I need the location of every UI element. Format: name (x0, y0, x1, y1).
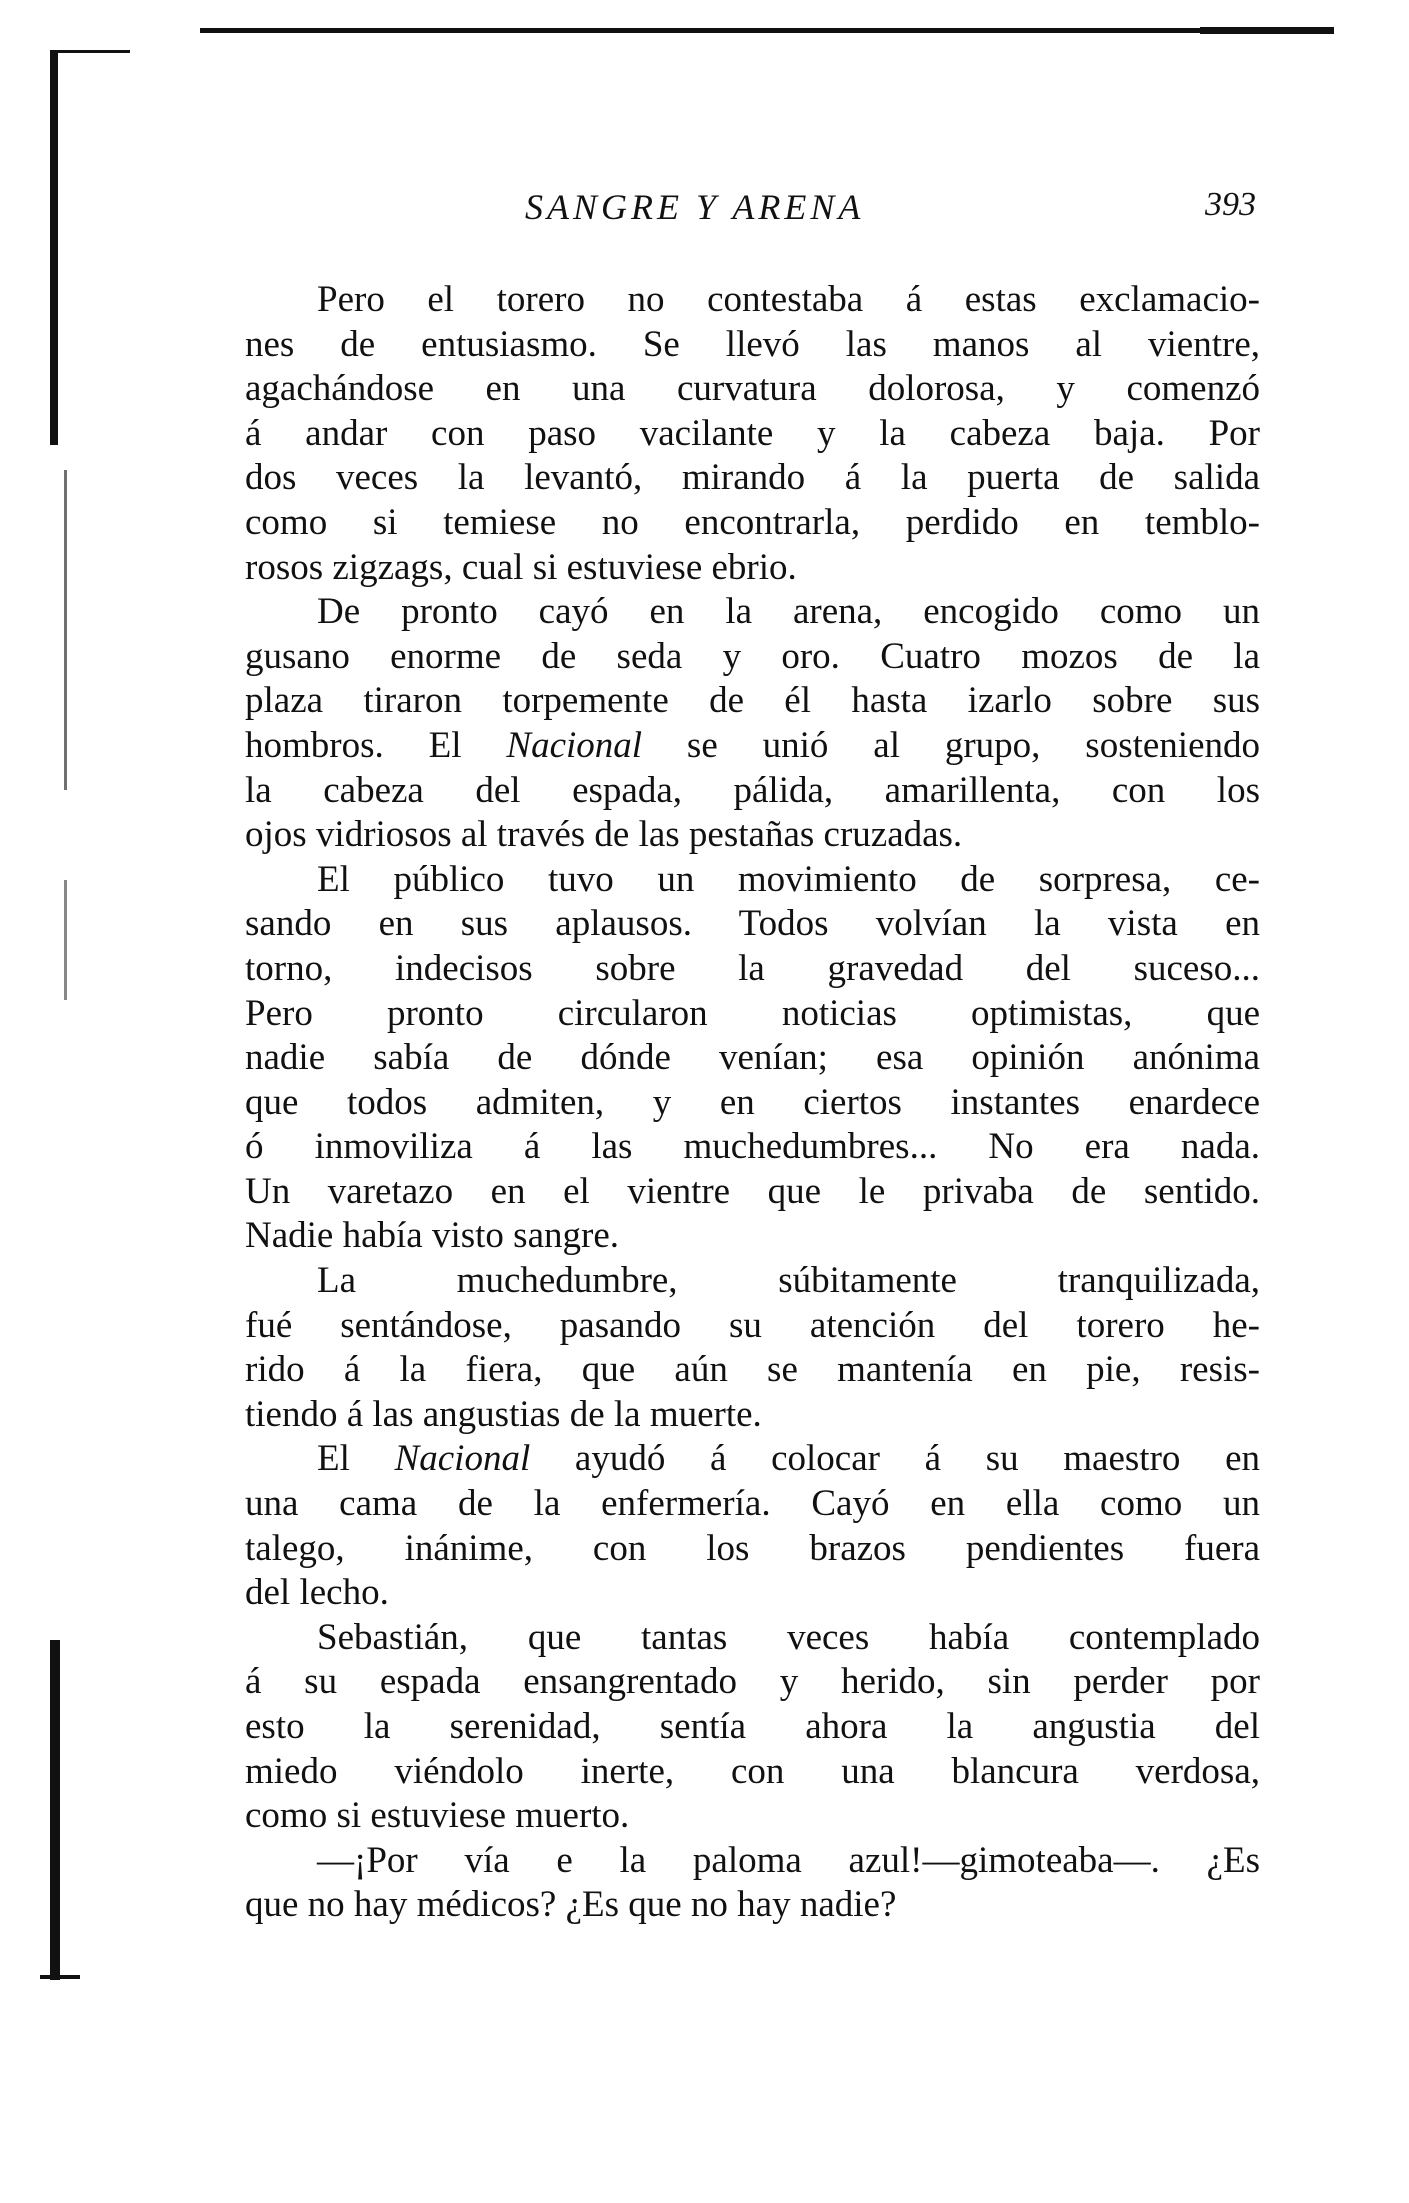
italic-text: Nacional (506, 724, 643, 766)
binding-mark (50, 1640, 60, 1980)
running-title: SANGRE Y ARENA (525, 187, 865, 227)
text-line: Pero el torero no contestaba á estas exclamacio- (317, 279, 1260, 320)
text-segment: ayudó á colocar á su maestro en (530, 1438, 1260, 1480)
text-segment: El (317, 1438, 395, 1480)
text-line: plaza tiraron torpemente de él hasta izarlo sobre sus (245, 680, 1260, 722)
binding-mark (64, 880, 67, 1000)
text-line (245, 1437, 1260, 1482)
text-line: ojos vidriosos al través de las pestañas cruzadas. (245, 814, 963, 856)
top-rule (200, 28, 1334, 33)
text-line: como si estuviese muerto. (245, 1795, 630, 1837)
paragraph (245, 590, 1260, 858)
text-line: De pronto cayó en la arena, encogido como un (317, 591, 1260, 633)
paragraph (245, 278, 1260, 590)
text-line: como si temiese no encontrarla, perdido en temblo- (245, 501, 1260, 543)
text-line: talego, inánime, con los brazos pendientes fuera (245, 1527, 1260, 1569)
text-line: esto la serenidad, sentía ahora la angustia del (245, 1706, 1260, 1747)
paragraph (245, 1437, 1260, 1615)
text-line: Un varetazo en el vientre que le privaba de sentido. (245, 1170, 1260, 1212)
text-line: miedo viéndolo inerte, con una blancura verdosa, (245, 1750, 1260, 1792)
binding-mark (50, 50, 58, 445)
text-line: que no hay médicos? ¿Es que no hay nadie? (245, 1884, 897, 1926)
text-line: agachándose en una curvatura dolorosa, y comenzó (245, 368, 1260, 410)
text-segment: hombros. El (245, 724, 507, 766)
text-line: nadie sabía de dónde venían; esa opinión anónima (245, 1037, 1260, 1079)
paragraph (245, 1839, 1260, 1928)
text-line: del lecho. (245, 1572, 389, 1614)
italic-text: Nacional (394, 1438, 531, 1480)
text-line: á su espada ensangrentado y herido, sin perder por (245, 1661, 1260, 1703)
text-line: la cabeza del espada, pálida, amarillenta, con los (245, 769, 1260, 811)
text-line: —¡Por vía e la paloma azul!—gimoteaba—. ¿Es (317, 1839, 1260, 1881)
text-line: rido á la fiera, que aún se mantenía en pie, resis- (245, 1349, 1260, 1391)
text-line: rosos zigzags, cual si estuviese ebrio. (245, 546, 797, 588)
page-number: 393 (1205, 186, 1256, 223)
body-text (245, 278, 1260, 1928)
text-line (245, 724, 1260, 769)
text-line: que todos admiten, y en ciertos instantes enardece (245, 1081, 1260, 1123)
binding-mark (40, 1975, 80, 1979)
text-line: La muchedumbre, súbitamente tranquilizada, (317, 1260, 1260, 1302)
text-line: Pero pronto circularon noticias optimistas, que (245, 992, 1260, 1034)
text-line: gusano enorme de seda y oro. Cuatro mozos de la (245, 635, 1260, 677)
text-line: fué sentándose, pasando su atención del torero he- (245, 1304, 1260, 1346)
text-line: El público tuvo un movimiento de sorpresa, ce- (317, 858, 1260, 900)
paragraph (245, 1259, 1260, 1437)
text-line: nes de entusiasmo. Se llevó las manos al vientre, (245, 323, 1260, 365)
top-rule-heavy-end (1200, 27, 1334, 34)
text-line: Nadie había visto sangre. (245, 1215, 619, 1257)
text-line: una cama de la enfermería. Cayó en ella como un (245, 1483, 1260, 1525)
text-line: torno, indecisos sobre la gravedad del suceso... (245, 947, 1260, 989)
text-line: á andar con paso vacilante y la cabeza baja. Por (245, 412, 1260, 454)
binding-mark (50, 50, 130, 53)
text-line: sando en sus aplausos. Todos volvían la vista en (245, 903, 1260, 945)
paragraph (245, 858, 1260, 1259)
text-line: ó inmoviliza á las muchedumbres... No era nada. (245, 1126, 1260, 1168)
text-segment: se unió al grupo, sosteniendo (642, 724, 1261, 766)
paragraph (245, 1616, 1260, 1839)
binding-mark (64, 470, 67, 790)
page-header (245, 186, 1260, 230)
text-line: Sebastián, que tantas veces había contemplado (317, 1616, 1260, 1658)
text-line: dos veces la levantó, mirando á la puerta de salida (245, 457, 1260, 499)
text-line: tiendo á las angustias de la muerte. (245, 1393, 762, 1435)
